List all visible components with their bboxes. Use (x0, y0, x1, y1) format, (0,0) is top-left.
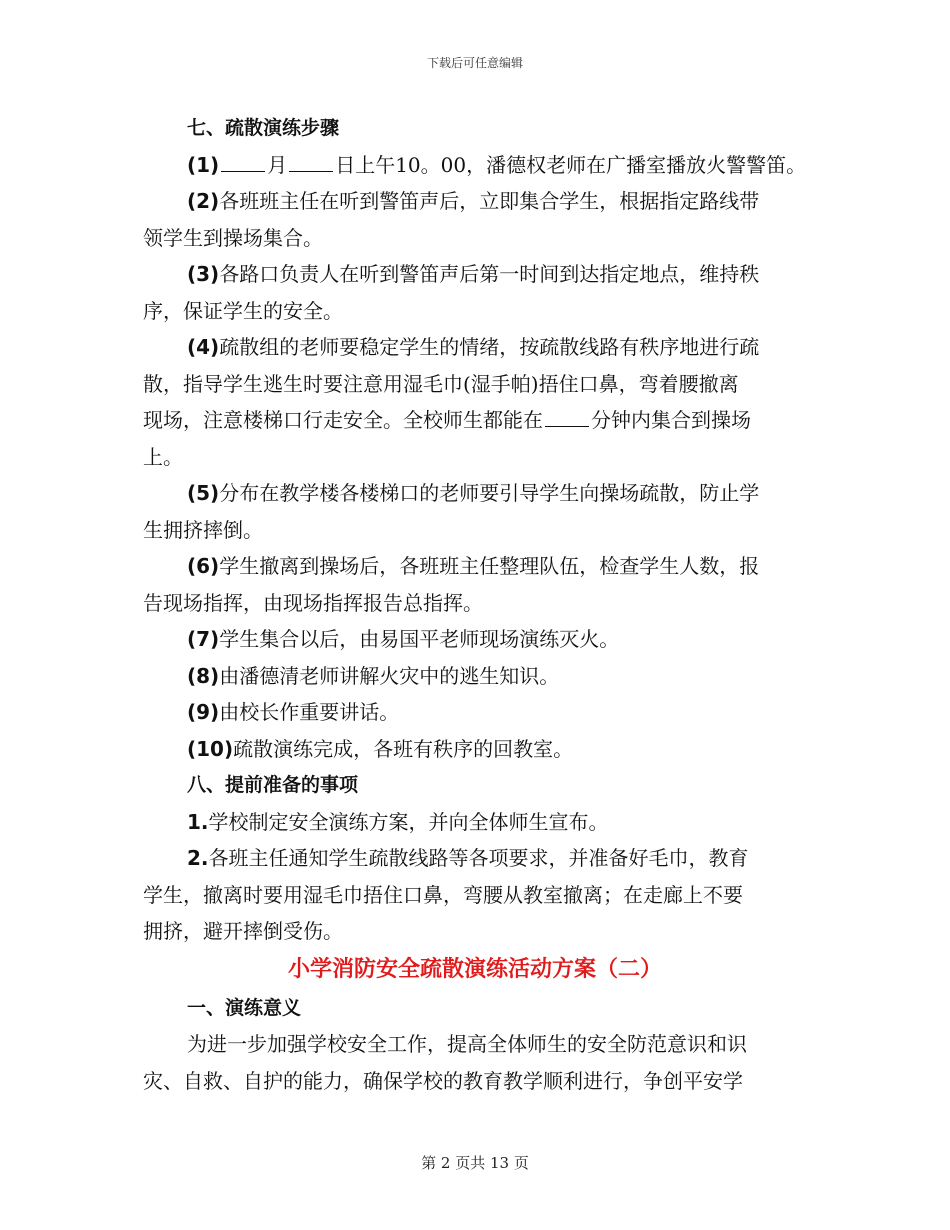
prep-item-1 (143, 804, 823, 841)
step-text: 现场，注意楼梯口行走安全。全校师生都能在 (143, 408, 543, 432)
step-text: 疏散演练完成，各班有秩序的回教室。 (233, 736, 574, 761)
step-number: (6) (187, 554, 220, 578)
step-10 (143, 731, 823, 768)
fill-blank (545, 406, 589, 427)
step-7 (143, 621, 823, 658)
document-body (143, 110, 823, 1099)
step-text: 各路口负责人在听到警笛声后第一时间到达指定地点，维持秩 (219, 262, 760, 286)
prep-item-2 (143, 840, 823, 877)
step-text: 分钟内集合到操场 (591, 408, 751, 432)
step-4-cont: 上。 (143, 444, 183, 469)
step-text: 学生集合以后，由易国平老师现场演练灭火。 (219, 627, 620, 651)
section-heading-1: 一、演练意义 (187, 996, 302, 1019)
step-number: (10) (187, 736, 234, 761)
step-text: 分布在教学楼各楼梯口的老师要引导学生向操场疏散，防止学 (219, 481, 760, 505)
step-text: 日上午10。00，潘德权老师在广播室播放火警警笛。 (335, 152, 807, 177)
page-header-note: 下载后可任意编辑 (426, 56, 523, 70)
step-number: (2) (187, 189, 220, 213)
step-6-cont: 告现场指挥，由现场指挥报告总指挥。 (143, 590, 483, 615)
page-number-footer: 第 2 页共 13 页 (421, 1154, 529, 1172)
step-number: (9) (187, 700, 220, 724)
fill-blank (221, 151, 265, 172)
step-number: (5) (187, 481, 220, 505)
item-number: 2. (187, 846, 209, 870)
step-text: 由潘德清老师讲解火灾中的逃生知识。 (219, 663, 560, 688)
step-1 (143, 147, 823, 184)
step-3 (143, 256, 823, 293)
section-heading-7: 七、疏散演练步骤 (187, 117, 340, 139)
paragraph-line: 为进一步加强学校安全工作，提高全体师生的安全防范意识和识 (187, 1032, 747, 1056)
step-number: (3) (187, 262, 220, 286)
document-title: 小学消防安全疏散演练活动方案（二） (287, 956, 662, 982)
step-number: (1) (187, 152, 220, 177)
step-4 (143, 329, 823, 366)
step-text: 各班班主任在听到警笛声后，立即集合学生，根据指定路线带 (219, 189, 760, 213)
step-number: (4) (187, 335, 220, 359)
step-number: (7) (187, 627, 220, 651)
step-2-cont: 领学生到操场集合。 (143, 225, 323, 250)
fill-blank (289, 151, 333, 172)
step-text: 学生撤离到操场后，各班班主任整理队伍，检查学生人数，报 (219, 554, 760, 578)
step-6 (143, 548, 823, 585)
paragraph-line: 灾、自救、自护的能力，确保学校的教育教学顺利进行，争创平安学 (143, 1068, 743, 1093)
prep-item-2-cont: 拥挤，避开摔倒受伤。 (143, 919, 343, 943)
item-text: 学校制定安全演练方案，并向全体师生宣布。 (208, 809, 609, 834)
step-4-cont (143, 402, 823, 439)
step-5 (143, 475, 823, 512)
step-2 (143, 183, 823, 220)
step-text: 疏散组的老师要稳定学生的情绪，按疏散线路有秩序地进行疏 (219, 335, 760, 359)
item-text: 各班主任通知学生疏散线路等各项要求，并准备好毛巾，教育 (208, 846, 749, 870)
step-text: 由校长作重要讲话。 (219, 700, 400, 724)
step-text: 月 (267, 152, 288, 177)
step-3-cont: 序，保证学生的安全。 (143, 298, 343, 323)
prep-item-2-cont: 学生，撤离时要用湿毛巾捂住口鼻，弯腰从教室撤离；在走廊上不要 (143, 882, 743, 907)
step-9 (143, 694, 823, 731)
step-5-cont: 生拥挤摔倒。 (143, 517, 263, 542)
section-heading-8: 八、提前准备的事项 (187, 774, 359, 796)
step-8 (143, 658, 823, 695)
item-number: 1. (187, 809, 209, 834)
step-4-cont: 散，指导学生逃生时要注意用湿毛巾(湿手帕)捂住口鼻，弯着腰撤离 (143, 371, 739, 396)
step-number: (8) (187, 663, 220, 688)
